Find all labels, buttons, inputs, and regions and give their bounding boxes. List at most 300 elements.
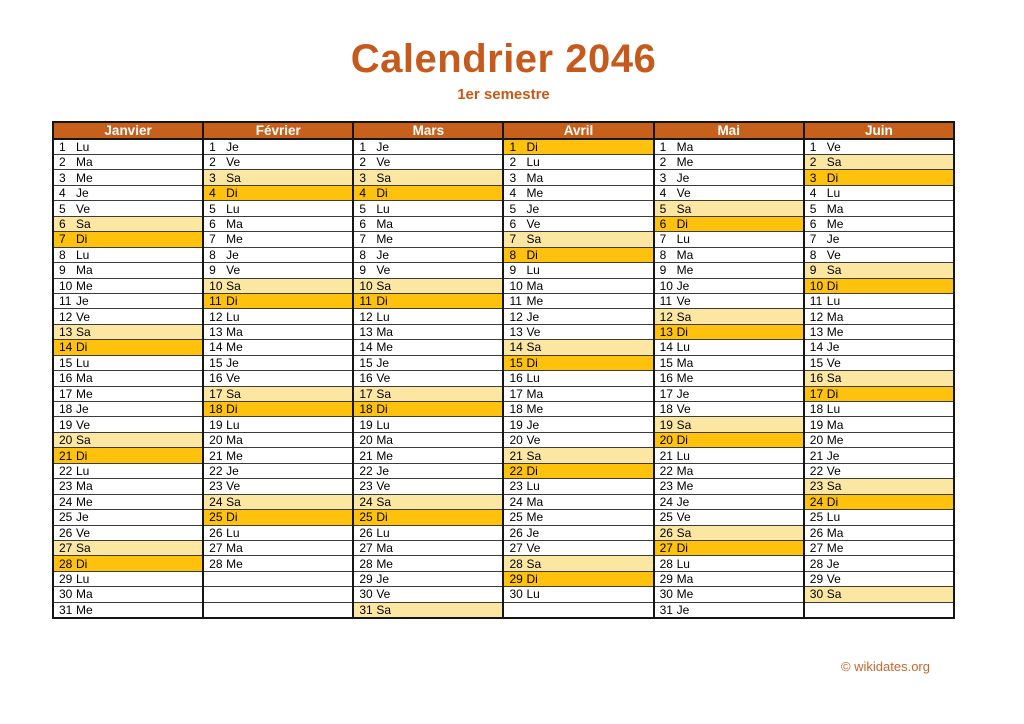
weekday-abbr: Je <box>376 463 389 478</box>
weekday-abbr: Ve <box>376 371 391 386</box>
day-number: 9 <box>809 263 817 278</box>
weekday-abbr: Di <box>826 278 839 293</box>
day-cell-mars-26 <box>353 525 503 540</box>
weekday-abbr: Me <box>676 587 694 602</box>
day-cell-avril-27 <box>503 540 653 555</box>
day-cell-janvier-17 <box>53 386 203 401</box>
day-number: 24 <box>509 494 523 509</box>
weekday-abbr: Di <box>76 556 88 571</box>
day-number: 10 <box>809 278 824 293</box>
weekday-abbr: Me <box>526 402 544 417</box>
calendar-row <box>53 479 954 494</box>
day-number: 15 <box>809 355 824 370</box>
day-number: 4 <box>659 186 667 201</box>
calendar-row <box>53 278 954 293</box>
day-number: 3 <box>509 170 517 185</box>
day-cell-juin-15 <box>804 355 954 370</box>
day-cell-mars-14 <box>353 340 503 355</box>
day-cell-juin-8 <box>804 247 954 262</box>
day-number: 2 <box>359 155 366 170</box>
day-cell-mars-22 <box>353 463 503 478</box>
day-cell-fevrier-24 <box>203 494 353 509</box>
day-cell-juin-4 <box>804 185 954 200</box>
weekday-abbr: Me <box>76 278 93 293</box>
day-cell-fevrier-6 <box>203 216 353 231</box>
weekday-abbr: Ma <box>376 216 393 231</box>
weekday-abbr: Ma <box>76 263 93 278</box>
day-number: 7 <box>809 232 817 247</box>
weekday-abbr: Sa <box>526 232 542 247</box>
weekday-abbr: Lu <box>526 479 540 494</box>
weekday-abbr: Ma <box>226 216 243 231</box>
empty-cell-juin <box>804 602 954 618</box>
day-number: 20 <box>209 433 223 448</box>
weekday-abbr: Lu <box>376 201 390 216</box>
day-cell-fevrier-28 <box>203 556 353 571</box>
day-cell-avril-13 <box>503 324 653 339</box>
day-number: 18 <box>659 402 673 417</box>
day-number: 3 <box>359 170 366 185</box>
day-cell-avril-4 <box>503 185 653 200</box>
weekday-abbr: Je <box>526 201 540 216</box>
day-cell-mai-30 <box>654 587 804 602</box>
day-cell-mai-28 <box>654 556 804 571</box>
weekday-abbr: Je <box>826 556 840 571</box>
day-number: 22 <box>59 463 73 478</box>
day-number: 27 <box>809 541 824 556</box>
day-number: 1 <box>809 140 817 154</box>
day-number: 9 <box>359 263 366 278</box>
day-cell-juin-30 <box>804 587 954 602</box>
day-number: 14 <box>659 340 673 355</box>
day-cell-janvier-3 <box>53 170 203 185</box>
day-number: 17 <box>209 386 223 401</box>
day-number: 24 <box>659 494 673 509</box>
empty-cell-fevrier <box>203 602 353 618</box>
weekday-abbr: Ve <box>376 587 391 602</box>
day-number: 4 <box>509 186 517 201</box>
weekday-abbr: Di <box>676 216 688 231</box>
day-number: 3 <box>209 170 216 185</box>
day-cell-mai-11 <box>654 293 804 308</box>
weekday-abbr: Ma <box>676 463 694 478</box>
day-number: 6 <box>809 216 817 231</box>
day-number: 16 <box>209 371 223 386</box>
weekday-abbr: Me <box>376 340 393 355</box>
day-cell-janvier-7 <box>53 232 203 247</box>
day-cell-avril-21 <box>503 448 653 463</box>
calendar-row <box>53 155 954 170</box>
day-number: 14 <box>509 340 523 355</box>
day-number: 8 <box>359 247 366 262</box>
weekday-abbr: Ma <box>76 479 93 494</box>
day-cell-janvier-30 <box>53 587 203 602</box>
day-number: 23 <box>359 479 373 494</box>
weekday-abbr: Ma <box>376 325 393 340</box>
day-number: 12 <box>509 309 523 324</box>
weekday-abbr: Me <box>376 232 393 247</box>
weekday-abbr: Sa <box>826 371 842 386</box>
day-number: 16 <box>59 371 73 386</box>
day-cell-fevrier-10 <box>203 278 353 293</box>
weekday-abbr: Me <box>826 325 844 340</box>
day-cell-juin-26 <box>804 525 954 540</box>
day-number: 16 <box>659 371 673 386</box>
day-number: 31 <box>359 602 373 617</box>
day-number: 1 <box>659 140 667 154</box>
weekday-abbr: Je <box>76 402 89 417</box>
weekday-abbr: Ma <box>526 278 544 293</box>
day-number: 10 <box>659 278 673 293</box>
day-number: 7 <box>59 232 66 247</box>
day-cell-mai-8 <box>654 247 804 262</box>
day-cell-fevrier-17 <box>203 386 353 401</box>
weekday-abbr: Sa <box>676 309 692 324</box>
day-number: 14 <box>359 340 373 355</box>
weekday-abbr: Me <box>826 216 844 231</box>
weekday-abbr: Ve <box>76 201 91 216</box>
day-cell-fevrier-5 <box>203 201 353 216</box>
calendar-row <box>53 324 954 339</box>
weekday-abbr: Me <box>526 510 544 525</box>
weekday-abbr: Lu <box>226 417 240 432</box>
page-title: Calendrier 2046 <box>350 37 657 81</box>
calendar-row <box>53 263 954 278</box>
day-cell-mars-13 <box>353 324 503 339</box>
day-cell-mai-2 <box>654 155 804 170</box>
day-cell-avril-20 <box>503 432 653 447</box>
day-cell-janvier-28 <box>53 556 203 571</box>
day-cell-mai-12 <box>654 309 804 324</box>
day-number: 15 <box>359 355 373 370</box>
weekday-abbr: Sa <box>376 494 391 509</box>
weekday-abbr: Ma <box>376 541 393 556</box>
day-number: 8 <box>209 247 216 262</box>
day-number: 27 <box>59 541 73 556</box>
weekday-abbr: Lu <box>526 371 540 386</box>
weekday-abbr: Lu <box>76 463 90 478</box>
day-cell-mars-27 <box>353 540 503 555</box>
weekday-abbr: Me <box>226 232 243 247</box>
weekday-abbr: Je <box>676 386 690 401</box>
day-number: 30 <box>59 587 73 602</box>
weekday-abbr: Di <box>226 186 238 201</box>
weekday-abbr: Di <box>826 170 839 185</box>
weekday-abbr: Je <box>76 294 89 309</box>
weekday-abbr: Je <box>826 232 840 247</box>
weekday-abbr: Lu <box>76 140 90 154</box>
day-cell-janvier-31 <box>53 602 203 618</box>
day-number: 18 <box>359 402 373 417</box>
day-number: 26 <box>659 525 673 540</box>
day-cell-avril-3 <box>503 170 653 185</box>
weekday-abbr: Me <box>226 556 243 571</box>
day-cell-mai-27 <box>654 540 804 555</box>
day-cell-avril-19 <box>503 417 653 432</box>
weekday-abbr: Sa <box>76 216 91 231</box>
day-cell-fevrier-11 <box>203 293 353 308</box>
day-cell-juin-7 <box>804 232 954 247</box>
calendar-row <box>53 201 954 216</box>
weekday-abbr: Me <box>376 556 393 571</box>
day-number: 7 <box>659 232 667 247</box>
weekday-abbr: Ma <box>76 371 93 386</box>
day-cell-fevrier-4 <box>203 185 353 200</box>
day-number: 6 <box>209 216 216 231</box>
day-cell-fevrier-27 <box>203 540 353 555</box>
calendar-row <box>53 355 954 370</box>
empty-cell-avril <box>503 602 653 618</box>
calendar-row <box>53 386 954 401</box>
weekday-abbr: Sa <box>826 587 842 602</box>
day-cell-janvier-9 <box>53 263 203 278</box>
day-number: 29 <box>809 572 824 587</box>
calendar-row <box>53 540 954 555</box>
day-number: 11 <box>659 294 673 309</box>
month-header-mai: Mai <box>654 122 804 139</box>
day-number: 8 <box>59 247 66 262</box>
day-cell-juin-9 <box>804 263 954 278</box>
calendar-row <box>53 309 954 324</box>
day-cell-juin-20 <box>804 432 954 447</box>
day-cell-janvier-8 <box>53 247 203 262</box>
day-number: 25 <box>659 510 673 525</box>
day-cell-fevrier-2 <box>203 155 353 170</box>
day-cell-mai-14 <box>654 340 804 355</box>
weekday-abbr: Sa <box>676 417 692 432</box>
day-cell-juin-12 <box>804 309 954 324</box>
weekday-abbr: Me <box>76 602 93 617</box>
weekday-abbr: Di <box>226 294 238 309</box>
day-number: 21 <box>809 448 824 463</box>
calendar-row <box>53 556 954 571</box>
day-number: 30 <box>359 587 373 602</box>
weekday-abbr: Me <box>76 386 93 401</box>
day-number: 11 <box>209 294 222 309</box>
weekday-abbr: Je <box>676 494 690 509</box>
day-number: 5 <box>209 201 216 216</box>
day-number: 15 <box>659 355 673 370</box>
day-cell-avril-9 <box>503 263 653 278</box>
day-cell-fevrier-7 <box>203 232 353 247</box>
day-cell-juin-25 <box>804 510 954 525</box>
weekday-abbr: Di <box>226 402 238 417</box>
day-number: 11 <box>509 294 522 309</box>
weekday-abbr: Lu <box>826 402 841 417</box>
day-cell-janvier-26 <box>53 525 203 540</box>
day-cell-avril-25 <box>503 510 653 525</box>
day-number: 6 <box>359 216 366 231</box>
day-cell-juin-23 <box>804 479 954 494</box>
weekday-abbr: Je <box>526 525 540 540</box>
day-cell-mars-29 <box>353 571 503 586</box>
weekday-abbr: Me <box>526 294 544 309</box>
day-number: 5 <box>659 201 667 216</box>
calendar-row <box>53 494 954 509</box>
day-cell-mai-29 <box>654 571 804 586</box>
weekday-abbr: Di <box>526 247 538 262</box>
day-cell-mai-10 <box>654 278 804 293</box>
day-cell-mars-2 <box>353 155 503 170</box>
day-number: 10 <box>59 278 73 293</box>
weekday-abbr: Lu <box>526 263 540 278</box>
day-cell-fevrier-16 <box>203 371 353 386</box>
weekday-abbr: Ve <box>826 247 841 262</box>
day-number: 29 <box>659 572 673 587</box>
day-number: 7 <box>209 232 216 247</box>
day-cell-janvier-19 <box>53 417 203 432</box>
weekday-abbr: Ve <box>226 479 241 494</box>
day-cell-janvier-16 <box>53 371 203 386</box>
footer-credit-link[interactable]: © wikidates.org <box>840 659 930 674</box>
day-number: 19 <box>209 417 223 432</box>
weekday-abbr: Je <box>226 140 239 154</box>
day-cell-fevrier-22 <box>203 463 353 478</box>
weekday-abbr: Je <box>376 247 389 262</box>
weekday-abbr: Di <box>376 402 388 417</box>
day-number: 25 <box>59 510 73 525</box>
weekday-abbr: Je <box>826 340 840 355</box>
day-number: 19 <box>359 417 373 432</box>
weekday-abbr: Ve <box>826 572 841 587</box>
day-number: 7 <box>509 232 517 247</box>
day-cell-fevrier-12 <box>203 309 353 324</box>
weekday-abbr: Ma <box>826 201 844 216</box>
weekday-abbr: Ma <box>226 325 243 340</box>
day-cell-mars-30 <box>353 587 503 602</box>
day-number: 20 <box>809 433 824 448</box>
day-cell-mai-23 <box>654 479 804 494</box>
day-number: 2 <box>659 155 667 170</box>
day-number: 4 <box>59 186 66 201</box>
day-number: 19 <box>659 417 673 432</box>
day-cell-mars-5 <box>353 201 503 216</box>
day-number: 2 <box>509 155 517 170</box>
day-cell-avril-6 <box>503 216 653 231</box>
day-number: 3 <box>659 170 667 185</box>
day-cell-mai-25 <box>654 510 804 525</box>
day-number: 26 <box>359 525 373 540</box>
day-cell-mai-6 <box>654 216 804 231</box>
day-cell-mars-31 <box>353 602 503 618</box>
day-cell-juin-16 <box>804 371 954 386</box>
empty-cell-fevrier <box>203 571 353 586</box>
weekday-abbr: Lu <box>676 340 690 355</box>
day-number: 30 <box>509 587 523 602</box>
calendar-row <box>53 417 954 432</box>
day-cell-janvier-27 <box>53 540 203 555</box>
weekday-abbr: Lu <box>526 587 540 602</box>
day-number: 31 <box>659 602 673 617</box>
day-cell-juin-24 <box>804 494 954 509</box>
weekday-abbr: Di <box>826 494 839 509</box>
day-cell-avril-10 <box>503 278 653 293</box>
day-cell-mars-19 <box>353 417 503 432</box>
weekday-abbr: Sa <box>76 325 91 340</box>
day-number: 13 <box>809 325 824 340</box>
day-cell-avril-15 <box>503 355 653 370</box>
weekday-abbr: Di <box>526 463 538 478</box>
weekday-abbr: Ma <box>526 170 544 185</box>
weekday-abbr: Sa <box>226 386 241 401</box>
day-number: 6 <box>509 216 517 231</box>
weekday-abbr: Ve <box>676 402 691 417</box>
day-number: 13 <box>509 325 523 340</box>
weekday-abbr: Ve <box>376 155 391 170</box>
day-cell-janvier-20 <box>53 432 203 447</box>
day-number: 5 <box>809 201 817 216</box>
day-number: 16 <box>509 371 523 386</box>
day-number: 28 <box>659 556 673 571</box>
day-number: 1 <box>209 140 216 154</box>
day-number: 11 <box>59 294 72 309</box>
day-cell-avril-1 <box>503 139 653 155</box>
day-number: 29 <box>59 572 73 587</box>
weekday-abbr: Sa <box>676 525 692 540</box>
day-cell-mai-15 <box>654 355 804 370</box>
day-number: 23 <box>209 479 223 494</box>
weekday-abbr: Je <box>376 140 389 154</box>
day-cell-mars-10 <box>353 278 503 293</box>
weekday-abbr: Ma <box>76 587 93 602</box>
weekday-abbr: Ma <box>526 386 544 401</box>
day-number: 23 <box>59 479 73 494</box>
day-cell-avril-22 <box>503 463 653 478</box>
day-number: 3 <box>59 170 66 185</box>
day-cell-fevrier-15 <box>203 355 353 370</box>
calendar-row <box>53 525 954 540</box>
day-cell-fevrier-26 <box>203 525 353 540</box>
day-cell-mars-6 <box>353 216 503 231</box>
weekday-abbr: Lu <box>76 355 90 370</box>
day-number: 4 <box>809 186 817 201</box>
day-cell-mars-16 <box>353 371 503 386</box>
day-cell-mai-22 <box>654 463 804 478</box>
month-header-fevrier: Février <box>203 122 353 139</box>
day-cell-janvier-14 <box>53 340 203 355</box>
day-number: 15 <box>209 355 223 370</box>
day-cell-mai-13 <box>654 324 804 339</box>
weekday-abbr: Lu <box>676 448 690 463</box>
day-cell-juin-14 <box>804 340 954 355</box>
day-cell-mai-4 <box>654 185 804 200</box>
day-cell-mai-20 <box>654 432 804 447</box>
day-number: 23 <box>809 479 824 494</box>
day-cell-juin-19 <box>804 417 954 432</box>
weekday-abbr: Je <box>76 186 89 201</box>
day-cell-janvier-2 <box>53 155 203 170</box>
day-cell-janvier-24 <box>53 494 203 509</box>
weekday-abbr: Di <box>826 386 839 401</box>
day-number: 8 <box>809 247 817 262</box>
day-number: 9 <box>59 263 66 278</box>
day-cell-janvier-21 <box>53 448 203 463</box>
day-number: 12 <box>59 309 73 324</box>
day-cell-mai-21 <box>654 448 804 463</box>
weekday-abbr: Sa <box>526 448 542 463</box>
day-cell-avril-5 <box>503 201 653 216</box>
day-number: 29 <box>359 572 373 587</box>
weekday-abbr: Je <box>526 417 540 432</box>
day-cell-mai-16 <box>654 371 804 386</box>
day-number: 24 <box>809 494 824 509</box>
weekday-abbr: Me <box>676 479 694 494</box>
day-cell-juin-21 <box>804 448 954 463</box>
day-number: 11 <box>359 294 372 309</box>
day-cell-avril-2 <box>503 155 653 170</box>
weekday-abbr: Ma <box>226 541 243 556</box>
day-cell-janvier-13 <box>53 324 203 339</box>
